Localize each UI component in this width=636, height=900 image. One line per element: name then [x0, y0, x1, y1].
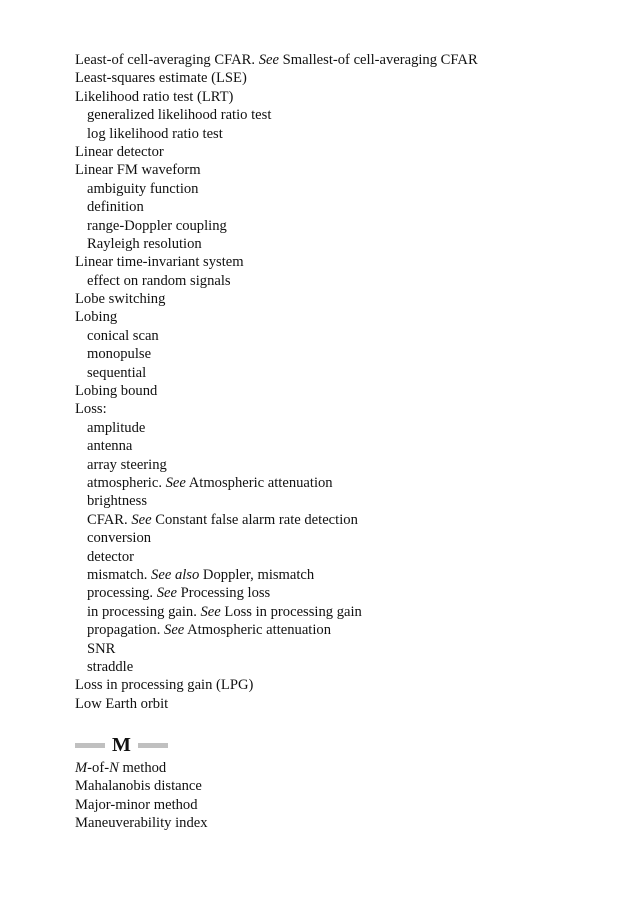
index-subentry: [75, 272, 615, 290]
index-entry: [75, 777, 615, 795]
entry-text: atmospheric.: [87, 474, 166, 491]
index-subentry: [75, 621, 615, 639]
index-entry: [75, 796, 615, 814]
entry-text: propagation.: [87, 622, 165, 639]
italic-text: N: [109, 760, 119, 777]
entry-text: CFAR.: [87, 511, 132, 528]
index-entry: [75, 69, 615, 87]
entry-text: Loss:: [75, 401, 107, 418]
entry-text: generalized likelihood ratio test: [87, 107, 272, 124]
index-list-l: [75, 51, 615, 713]
index-subentry: [75, 364, 615, 382]
index-entry: [75, 51, 615, 69]
entry-text: processing.: [87, 585, 157, 602]
entry-text: Least-of cell-averaging CFAR.: [75, 52, 259, 68]
index-subentry: [75, 640, 615, 658]
italic-text: See: [156, 585, 177, 602]
index-subentry: [75, 198, 615, 216]
italic-text: See: [131, 511, 152, 528]
entry-text: mismatch.: [87, 566, 152, 583]
entry-text: antenna: [87, 438, 133, 455]
section-bar-right: [138, 743, 168, 748]
index-list-m: [75, 759, 615, 833]
entry-text: Processing loss: [176, 585, 271, 602]
index-entry: [75, 695, 615, 713]
entry-text: Linear detector: [75, 143, 164, 160]
entry-text: Constant false alarm rate detection: [151, 511, 358, 528]
italic-text: See: [165, 474, 186, 491]
entry-text: Least-squares estimate (LSE): [75, 70, 247, 87]
index-subentry: [75, 437, 615, 455]
entry-text: Atmospheric attenuation: [185, 474, 333, 491]
index-subentry: [75, 511, 615, 529]
entry-text: Loss in processing gain: [220, 603, 362, 620]
entry-text: Linear time-invariant system: [75, 254, 244, 271]
italic-text: See also: [151, 566, 200, 583]
entry-text: conversion: [87, 530, 152, 547]
index-subentry: [75, 492, 615, 510]
index-subentry: [75, 235, 615, 253]
index-subentry: [75, 327, 615, 345]
index-subentry: [75, 345, 615, 363]
index-subentry: [75, 474, 615, 492]
index-entry: [75, 88, 615, 106]
entry-text: log likelihood ratio test: [87, 125, 223, 142]
index-subentry: [75, 419, 615, 437]
entry-text: Atmospheric attenuation: [184, 622, 331, 639]
entry-text: range-Doppler coupling: [87, 217, 227, 234]
section-header-m: [75, 731, 615, 759]
index-subentry: [75, 529, 615, 547]
index-subentry: [75, 548, 615, 566]
entry-text: amplitude: [87, 419, 146, 436]
index-entry: [75, 253, 615, 271]
entry-text: brightness: [87, 493, 147, 510]
entry-text: detector: [87, 548, 134, 565]
entry-text: Loss in processing gain (LPG): [75, 677, 254, 694]
italic-text: See: [258, 52, 279, 68]
index-entry: [75, 400, 615, 418]
index-subentry: [75, 180, 615, 198]
index-entry: [75, 290, 615, 308]
entry-text: Lobing bound: [75, 383, 158, 400]
entry-text: in processing gain.: [87, 603, 201, 620]
entry-text: Smallest-of cell-averaging CFAR: [278, 52, 478, 68]
index-subentry: [75, 658, 615, 676]
index-entry: [75, 143, 615, 161]
entry-text: method: [118, 760, 167, 777]
italic-text: See: [164, 622, 185, 639]
index-subentry: [75, 603, 615, 621]
entry-text: conical scan: [87, 327, 159, 344]
index-entry: [75, 759, 615, 777]
section-bar-left: [75, 743, 105, 748]
entry-text: effect on random signals: [87, 272, 231, 289]
index-entry: [75, 814, 615, 832]
italic-text: See: [200, 603, 221, 620]
entry-text: Major-minor method: [75, 796, 198, 813]
entry-text: SNR: [87, 640, 116, 657]
section-letter: M: [112, 733, 131, 756]
index-subentry: [75, 566, 615, 584]
entry-text: Rayleigh resolution: [87, 235, 202, 252]
entry-text: Low Earth orbit: [75, 695, 169, 712]
entry-text: sequential: [87, 364, 147, 381]
entry-text: Lobing: [75, 309, 118, 326]
entry-text: -of-: [87, 760, 110, 777]
entry-text: monopulse: [87, 346, 152, 363]
entry-text: array steering: [87, 456, 167, 473]
entry-text: straddle: [87, 658, 134, 675]
entry-text: Maneuverability index: [75, 815, 208, 832]
entry-text: Mahalanobis distance: [75, 778, 202, 795]
index-subentry: [75, 456, 615, 474]
italic-text: M: [75, 760, 88, 777]
entry-text: Lobe switching: [75, 291, 166, 308]
index-subentry: [75, 106, 615, 124]
entry-text: Linear FM waveform: [75, 162, 201, 179]
index-page: [75, 51, 615, 833]
index-subentry: [75, 125, 615, 143]
index-entry: [75, 161, 615, 179]
entry-text: ambiguity function: [87, 180, 199, 197]
index-entry: [75, 382, 615, 400]
index-entry: [75, 676, 615, 694]
index-subentry: [75, 584, 615, 602]
index-subentry: [75, 217, 615, 235]
entry-text: definition: [87, 199, 144, 216]
entry-text: Likelihood ratio test (LRT): [75, 88, 234, 105]
index-entry: [75, 308, 615, 326]
entry-text: Doppler, mismatch: [199, 566, 315, 583]
